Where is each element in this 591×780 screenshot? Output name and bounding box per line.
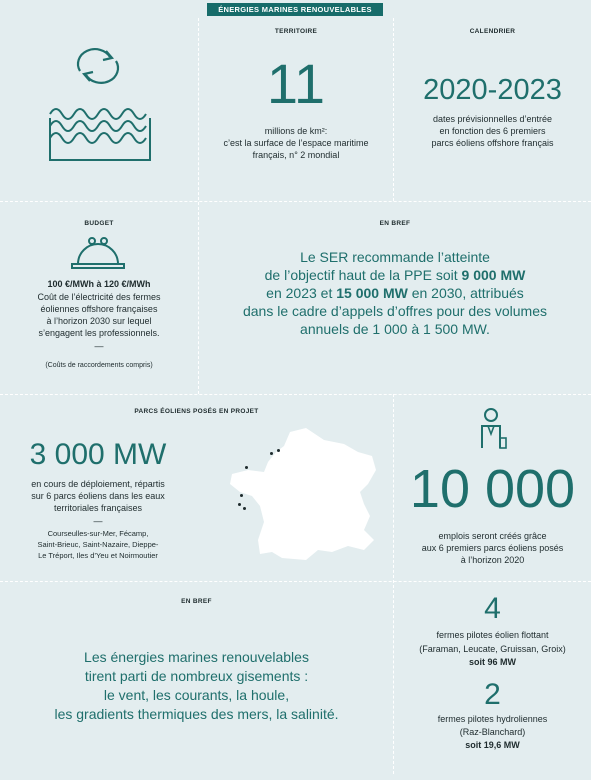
windfarm-marker xyxy=(245,466,248,469)
enbref1-line3b: en 2030, attribués xyxy=(411,285,524,301)
pilotes-hydro-line1: fermes pilotes hydroliennes xyxy=(437,714,548,724)
enbref1-line5: annuels de 1 000 à 1 500 MW. xyxy=(300,321,490,337)
emplois-line1: emplois seront créés grâce xyxy=(438,531,547,541)
parcs-sites2: Saint-Brieuc, Saint-Nazaire, Dieppe- xyxy=(37,540,159,549)
enbref2-line1: Les énergies marines renouvelables xyxy=(84,649,309,665)
enbref2-line2: tirent parti de nombreux gisements : xyxy=(84,668,309,684)
pilotes-flottant-line3: soit 96 MW xyxy=(468,657,516,667)
waves-icon xyxy=(48,98,152,164)
territoire-line3: français, n° 2 mondial xyxy=(252,150,340,160)
worker-icon xyxy=(478,408,508,450)
enbref1-bold1: 9 000 MW xyxy=(461,267,526,283)
territoire-number: 11 xyxy=(266,52,326,115)
pilotes-hydro-number: 2 xyxy=(484,678,501,711)
parcs-line2: sur 6 parcs éoliens dans les eaux xyxy=(31,491,165,501)
recycle-icon xyxy=(66,45,130,85)
budget-line1: Coût de l’électricité des fermes xyxy=(37,292,161,302)
parcs-mw: 3 000 MW xyxy=(29,438,167,471)
windfarm-marker xyxy=(240,494,243,497)
enbref1-line4: dans le cadre d’appels d’offres pour des volumes xyxy=(242,303,548,319)
divider xyxy=(0,201,591,202)
purse-icon xyxy=(70,234,126,272)
divider xyxy=(0,394,591,395)
divider xyxy=(393,18,394,201)
calendrier-line1: dates prévisionnelles d’entrée xyxy=(432,114,553,124)
windfarm-marker xyxy=(270,452,273,455)
enbref1-line2-wrap xyxy=(199,266,591,284)
enbref2-line4: les gradients thermiques des mers, la salinité. xyxy=(54,706,339,722)
parcs-line1: en cours de déploiement, répartis xyxy=(31,479,165,489)
section-banner: ÉNERGIES MARINES RENOUVELABLES xyxy=(207,3,383,16)
parcs-line3: territoriales françaises xyxy=(53,503,143,513)
enbref1-line3a: en 2023 et xyxy=(266,285,333,301)
territoire-line1: millions de km²: xyxy=(264,126,328,136)
pilotes-flottant-line1: fermes pilotes éolien flottant xyxy=(436,630,549,640)
budget-line3: à l’horizon 2030 sur lequel xyxy=(46,316,152,326)
parcs-sites3: Le Tréport, Iles d’Yeu et Noirmoutier xyxy=(38,551,158,560)
budget-range: 100 €/MWh à 120 €/MWh xyxy=(47,279,151,289)
parcs-label: PARCS ÉOLIENS POSÉS EN PROJET xyxy=(134,408,259,415)
enbref1-line2: de l’objectif haut de la PPE soit xyxy=(264,267,458,283)
enbref1-label: EN BREF xyxy=(379,220,411,227)
calendrier-years: 2020-2023 xyxy=(423,74,562,106)
enbref1-line3-wrap xyxy=(199,284,591,302)
calendrier-label: CALENDRIER xyxy=(469,28,516,35)
parcs-sites1: Courseulles-sur-Mer, Fécamp, xyxy=(47,529,149,538)
enbref2-line3: le vent, les courants, la houle, xyxy=(103,687,290,703)
windfarm-marker xyxy=(243,507,246,510)
calendrier-line2: en fonction des 6 premiers xyxy=(439,126,546,136)
divider xyxy=(0,581,591,582)
emplois-line3: à l’horizon 2020 xyxy=(460,555,525,565)
enbref2-label: EN BREF xyxy=(181,598,212,605)
calendrier-line3: parcs éoliens offshore français xyxy=(431,138,554,148)
budget-dash: — xyxy=(94,341,104,351)
france-map-icon xyxy=(226,426,382,566)
enbref1-bold2: 15 000 MW xyxy=(336,285,408,301)
budget-note: (Coûts de raccordements compris) xyxy=(45,362,153,369)
emplois-number: 10 000 xyxy=(409,459,576,519)
territoire-label: TERRITOIRE xyxy=(274,28,318,35)
windfarm-marker xyxy=(277,449,280,452)
windfarm-marker xyxy=(238,503,241,506)
budget-label: BUDGET xyxy=(84,220,114,227)
enbref1-line1: Le SER recommande l’atteinte xyxy=(300,249,490,265)
pilotes-hydro-line2: (Raz-Blanchard) xyxy=(459,727,526,737)
pilotes-flottant-number: 4 xyxy=(484,592,501,625)
budget-line4: s’engagent les professionnels. xyxy=(38,328,160,338)
emplois-line2: aux 6 premiers parcs éoliens posés xyxy=(421,543,564,553)
pilotes-hydro-line3: soit 19,6 MW xyxy=(465,740,520,750)
territoire-line2: c’est la surface de l’espace maritime xyxy=(223,138,369,148)
pilotes-flottant-line2: (Faraman, Leucate, Gruissan, Groix) xyxy=(419,644,566,654)
budget-line2: éoliennes offshore françaises xyxy=(40,304,158,314)
parcs-dash: — xyxy=(93,516,103,526)
